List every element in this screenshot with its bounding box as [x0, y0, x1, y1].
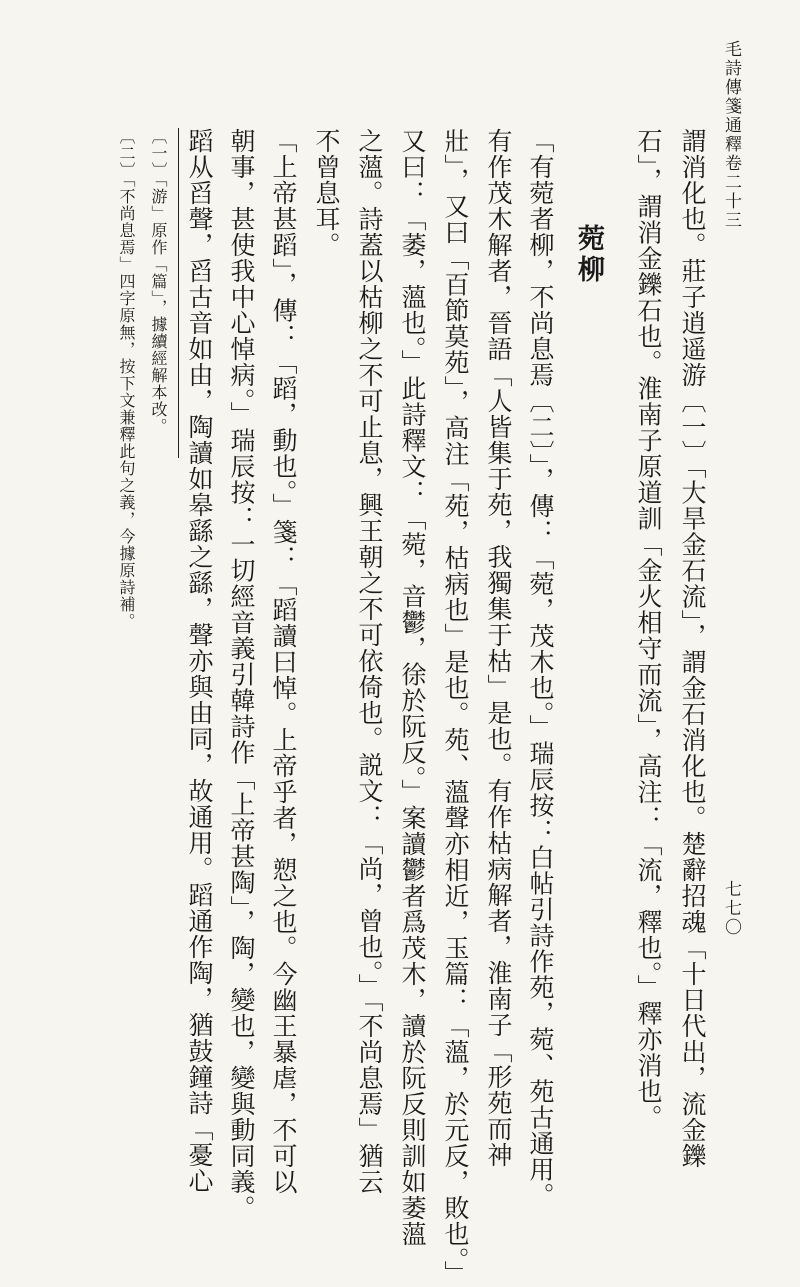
notes-divider: [178, 128, 179, 458]
text-column: 朝事，甚使我中心悼病。」瑞辰按：一切經音義引韓詩作「上帝甚陶」，陶，變也，變與動同義。: [227, 128, 256, 1221]
text-column: 蹈从舀聲，舀古音如由，陶讀如皋繇之繇，聲亦與由同，故通用。蹈通作陶，猶鼓鐘詩「憂心: [185, 128, 214, 1194]
page-number: 七七〇: [721, 880, 741, 937]
text-column: 有作茂木解者，晉語「人皆集于苑，我獨集于枯」是也。有作枯病解者，淮南子「形苑而神: [484, 128, 513, 1168]
footnote: 〔二〕「不尚息焉」四字原無，按下文兼釋此句之義，今據原詩補。: [117, 128, 136, 630]
section-heading: 菀柳: [573, 224, 604, 286]
text-column: 石」，謂消金鑠石也。淮南子原道訓「金火相守而流」，高注：「流，釋也。」釋亦消也。: [634, 128, 663, 1131]
text-column: 又曰：「萎，薀也。」此詩釋文：「菀，音鬱，徐於阮反。」案讀鬱者爲茂木，讀於阮反則訓如萎薀: [398, 128, 427, 1247]
running-title: 毛詩傳箋通釋卷二十三: [721, 40, 741, 230]
footnote: 〔一〕「游」原作「篇」，據續經解本改。: [149, 128, 168, 435]
text-column: 「有菀者柳，不尚息焉〔二〕」，傳：「菀，茂木也。」瑞辰按：白帖引詩作苑，菀、苑古通用。: [526, 128, 555, 1209]
text-column: 不曾息耳。: [312, 128, 341, 258]
text-column: 之薀。詩蓋以枯柳之不可止息，興王朝之不可依倚也。説文：「尚，曾也。」「不尚息焉」猶云: [355, 128, 384, 1195]
text-column: 謂消化也。莊子逍遥游〔一〕「大旱金石流」，謂金石消化也。楚辭招魂「十日代出，流金鑠: [678, 128, 707, 1169]
text-column: 壯」，又曰「百節莫苑」，高注「苑，枯病也」是也。苑、薀聲亦相近，玉篇：「薀，於元反，敗也。」: [441, 128, 470, 1287]
text-column: 「上帝甚蹈」，傳：「蹈，動也。」箋：「蹈讀曰悼。上帝乎者，愬之也。今幽王暴虐，不可以: [269, 128, 298, 1195]
